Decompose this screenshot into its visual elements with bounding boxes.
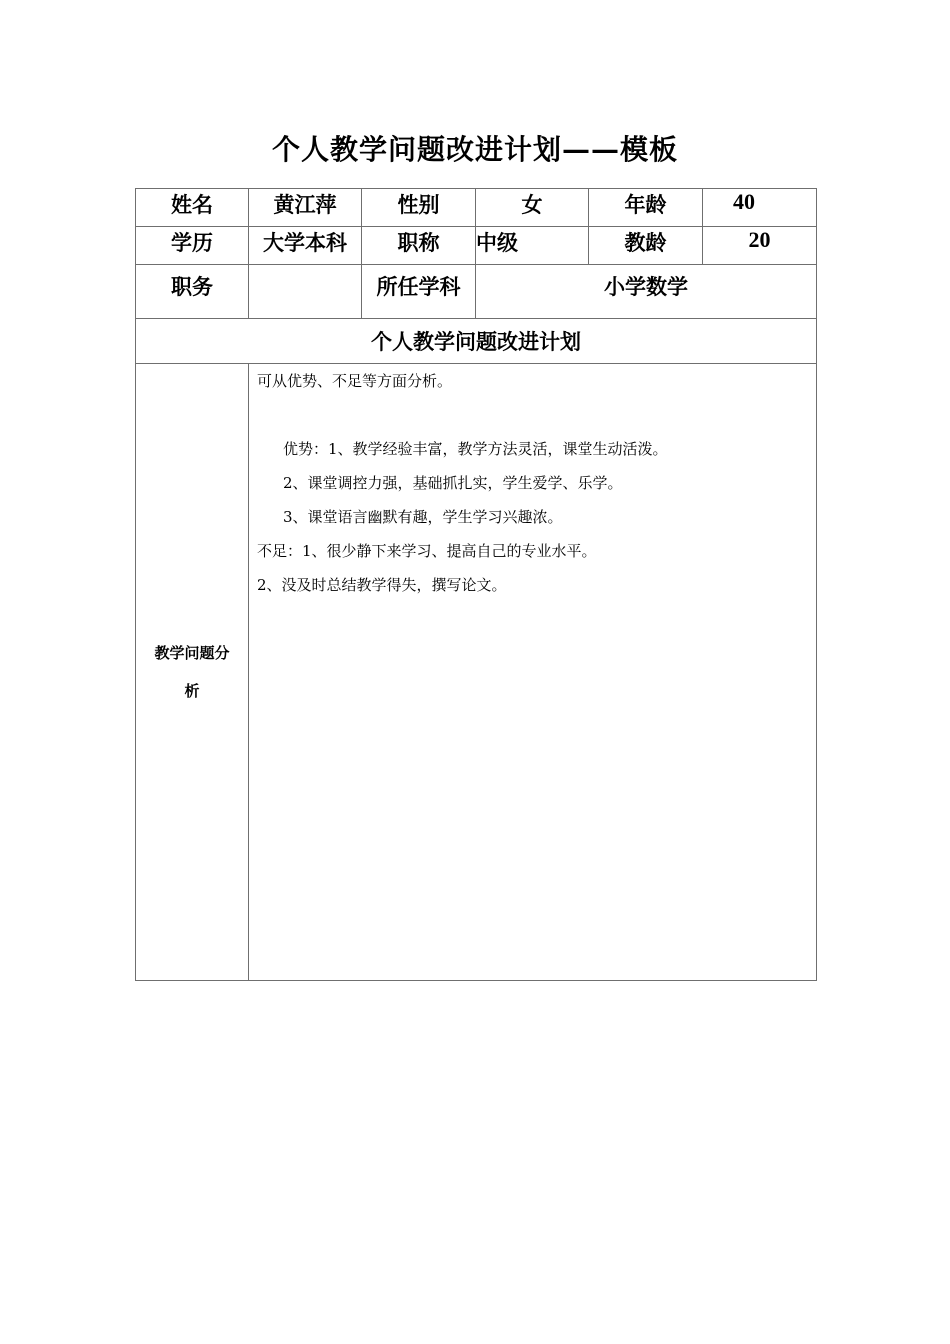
- teaching-years-value: 20: [703, 227, 817, 265]
- analysis-line: 不足：1、很少静下来学习、提高自己的专业水平。: [257, 542, 597, 560]
- analysis-label-line: 教学问题分: [154, 644, 230, 662]
- table-row: [136, 189, 817, 227]
- teaching-years-label: 教龄: [589, 227, 703, 265]
- education-label: 学历: [136, 227, 249, 265]
- subject-value: 小学数学: [476, 265, 817, 319]
- name-label: 姓名: [136, 189, 249, 227]
- analysis-label: [136, 364, 249, 981]
- title-rank-value: 中级: [476, 227, 589, 265]
- title-rank-label: 职称: [362, 227, 476, 265]
- analysis-line: 优势：1、教学经验丰富，教学方法灵活，课堂生动活泼。: [283, 440, 668, 458]
- name-value: 黄江萍: [249, 189, 362, 227]
- table-row: [136, 319, 817, 364]
- page-title: 个人教学问题改进计划——模板: [271, 133, 678, 166]
- position-label: 职务: [136, 265, 249, 319]
- analysis-line: 3、课堂语言幽默有趣，学生学习兴趣浓。: [283, 508, 563, 526]
- table-row: [136, 227, 817, 265]
- section-title: 个人教学问题改进计划: [136, 319, 817, 364]
- analysis-content: [249, 364, 817, 981]
- education-value: 大学本科: [249, 227, 362, 265]
- analysis-label-line: 析: [184, 682, 200, 700]
- position-value: [249, 265, 362, 319]
- subject-label: 所任学科: [362, 265, 476, 319]
- teacher-info-table: [135, 188, 817, 981]
- table-row: [136, 265, 817, 319]
- analysis-line: 2、课堂调控力强，基础抓扎实，学生爱学、乐学。: [283, 474, 623, 492]
- analysis-line: 2、没及时总结教学得失，撰写论文。: [257, 576, 507, 594]
- age-value: 40: [703, 189, 817, 227]
- gender-label: 性别: [362, 189, 476, 227]
- age-label: 年龄: [589, 189, 703, 227]
- gender-value: 女: [476, 189, 589, 227]
- analysis-hint: 可从优势、不足等方面分析。: [257, 372, 453, 390]
- table-row: [136, 364, 817, 981]
